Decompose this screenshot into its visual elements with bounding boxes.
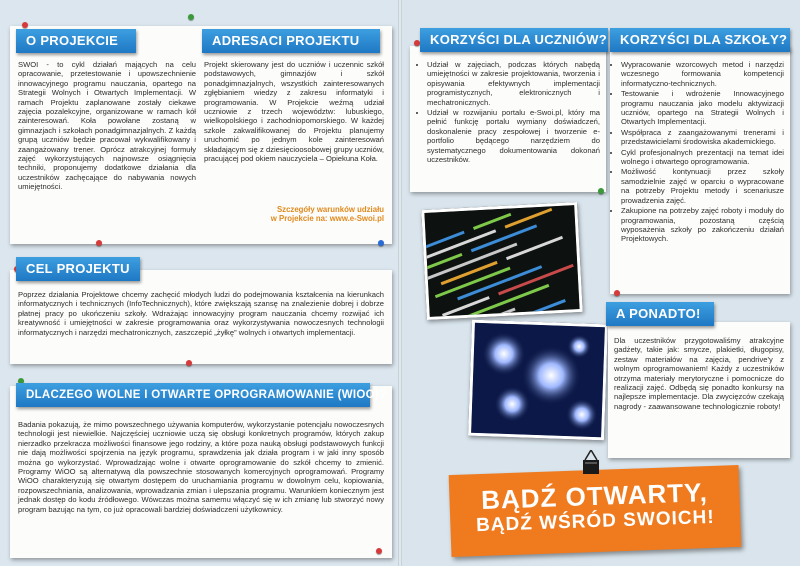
list-item: • Cykl profesjonalnych prezentacji na temat idei wolnego i otwartego oprogramowania. (621, 148, 784, 167)
korzysci-uczniow-title: KORZYŚCI DLA UCZNIÓW? (430, 32, 607, 47)
cel-title: CEL PROJEKTU (26, 261, 130, 276)
page-fold (398, 0, 402, 566)
pin-icon (614, 290, 620, 296)
adresaci-header (202, 29, 380, 53)
list-item: • Udział w rozwijaniu portalu e-Swoi.pl, który ma pełnić funkcję portalu wymiany doświadczeń, doskonalenie pracy zespołowej i tworzenie e-portfolio będącego narzędziem do systematycznego dokumentowania dokonań uczestników. (427, 108, 600, 164)
cta-line1: BĄDŹ OTWARTY, (480, 477, 709, 515)
list-item: • Zakupione na potrzeby zajęć roboty i moduły do programowania, pozostaną częścią wyposażenia szkoły po zakończeniu działań Projektowych. (621, 206, 784, 244)
ponadto-paragraph: Dla uczestników przygotowaliśmy atrakcyjne gadżety, takie jak: smycze, plakietki, długopisy, zestaw materiałów na zajęcia, pendrive'y z wolnym oprogramowaniem! Każdy z uczestników otrzyma materiały merytoryczne i pomocnicze do realizacji zajęć. Odbędą się ponadto konkursy na najlepsze implementacje. Dla zwycięzców czekają nagrody - zaawansowane technologicznie roboty! (614, 336, 784, 411)
led-photo (468, 320, 608, 441)
adresaci-paragraph: Projekt skierowany jest do uczniów i uczennic szkół podstawowych, gimnazjów i szkół ponadgimnazjalnych, wszystkich zainteresowanych zgłębianiem wiedzy z zakresu informatyki i programowania. W Projekcie weźmą udział uczniowie z trzech województw: lubuskiego, wielkopolskiego i zachodniopomorskiego. W każdej szkole zakwalifikowanej do Projektu planujemy uruchomić po jednym kole zainteresowań składającym się z dziesięcioosobowej grupy uczniów, pracującej pod okiem nauczyciela – Opiekuna Koła. (204, 60, 384, 164)
korzysci-uczniow-header (420, 28, 608, 52)
cta-line2: BĄDŹ WŚRÓD SWOICH! (475, 506, 715, 537)
wioo-text (18, 420, 384, 514)
list-item: • Udział w zajęciach, podczas których nabędą umiejętności w zakresie projektowania, tworzenia i opisywania efektywnych implementacji programistycznych, elektronicznych i mechatronicznych. (427, 60, 600, 107)
ponadto-title: A PONADTO! (616, 306, 701, 321)
list-item: • Współpraca z zaangażowanymi trenerami i przedstawicielami środowiska akademickiego. (621, 128, 784, 147)
ponadto-text (614, 336, 784, 411)
pin-icon (188, 14, 194, 20)
cel-header (16, 257, 140, 281)
o-projekcie-title: O PROJEKCIE (26, 33, 119, 48)
pin-icon (186, 360, 192, 366)
korzysci-uczniow-list (418, 60, 600, 165)
cel-paragraph: Poprzez działania Projektowe chcemy zachęcić młodych ludzi do podejmowania kształcenia na kierunkach informatycznych i technicznych (InfoTechnicznych), które zwiększają szansę na znalezienie dobrej i dobrze płatnej pracy po ukończeniu szkoły. Wdrażając innowacyjny program nauczania chcemy rozwijać ich kreatywność i umiejętności w zakresie programowania oraz wykorzystywania nowoczesnych technologii informatycznych i narzędzi mechatronicznych, zaszczepić „żyłkę” wolnych i otwartych implementacji. (18, 290, 384, 337)
o-projekcie-header (16, 29, 136, 53)
wioo-paragraph: Badania pokazują, że mimo powszechnego używania komputerów, wykorzystanie potencjału nowoczesnych technologii jest niewielkie. Najczęściej uczniowie uczą się obsługi konkretnych programów, których zakup nierzadko przekracza możliwości finansowe jego rodziny, a które poza nauką obsługi podstawowych funkcji nie dają możliwości spojrzenia na język programu, sprawdzenia jak działa program i w jaki inny sposób można go wykorzystać. Wprowadzając wolne i otwarte oprogramowanie do szkół chcemy to zmienić. Programy WiOO są alternatywą dla powszechnie stosowanych komercyjnych oprogramowań. Programy WiOO charakteryzują się otwartym dostępem do uruchamiania programu w dowolnym celu, kopiowania, rozpowszechniania, analizowania, wprowadzania zmian i ulepszania programu. Warunkiem koniecznym jest jednak dostęp do kodu źródłowego. Wówczas można samemu włączyć się w ich zmianę lub stworzyć nowy program bazując na tym, co już opracowali bardziej doświadczeni użytkownicy. (18, 420, 384, 514)
cta-banner (449, 465, 742, 557)
adresaci-link-line2[interactable]: w Projekcie na: www.e-Swoi.pl (270, 214, 384, 224)
wioo-title: DLACZEGO WOLNE I OTWARTE OPROGRAMOWANIE (WIOO)? (26, 389, 387, 401)
code-screen-image (424, 205, 579, 317)
korzysci-szkoly-title: KORZYŚCI DLA SZKOŁY? (620, 32, 788, 47)
pin-icon (376, 548, 382, 554)
wioo-header (16, 383, 387, 407)
ponadto-header (606, 302, 714, 326)
binder-clip-icon (582, 450, 600, 474)
adresaci-link-line1: Szczegóły warunków udziału (276, 205, 384, 214)
pin-icon (22, 22, 28, 28)
list-item: • Wypracowanie wzorcowych metod i narzędzi wczesnego formowania kompetencji informatyczno-technicznych. (621, 60, 784, 88)
list-item: • Możliwość kontynuacji przez szkoły samodzielnie zajęć w oparciu o wypracowane na potrzeby Projektu metody i scenariusze prowadzenia zajęć. (621, 167, 784, 205)
pin-icon (96, 240, 102, 246)
code-screen-photo (421, 202, 583, 320)
led-image (471, 323, 605, 437)
cel-text (18, 290, 384, 337)
pin-icon (598, 188, 604, 194)
pin-icon (378, 240, 384, 246)
o-projekcie-paragraph: SWOI - to cykl działań mających na celu opracowanie, przetestowanie i upowszechnienie innowacyjnego programu nauczania, opartego na Strategii Wolnych i Otwartych Implementacji. W ramach Projektu zaplanowane zostały ciekawe zajęcia pozalekcyjne, organizowane w ramach kół zainteresowań. Koła powołane zostaną w gimnazjach i szkołach ponadgimnazjalnych. Z każdą grupą uczniów będzie pracował wykwalifikowany i zaangażowany trener. Oprócz atrakcyjnej formuły zajęć wykorzystujących najnowsze osiągnięcia techniki, proponujemy dodatkowe działania dla uczestników zachęcające do nabywania nowych umiejętności. (18, 60, 196, 192)
korzysci-szkoly-list (612, 60, 784, 245)
o-projekcie-text (18, 60, 196, 192)
adresaci-link[interactable] (204, 205, 384, 224)
korzysci-szkoly-header (610, 28, 790, 52)
adresaci-text (204, 60, 384, 163)
list-item: • Testowanie i wdrożenie Innowacyjnego programu nauczania jako modelu aktywizacji uczniów, opartego na Strategii Wolnych i Otwartych Implementacji. (621, 89, 784, 127)
adresaci-title: ADRESACI PROJEKTU (212, 33, 360, 48)
